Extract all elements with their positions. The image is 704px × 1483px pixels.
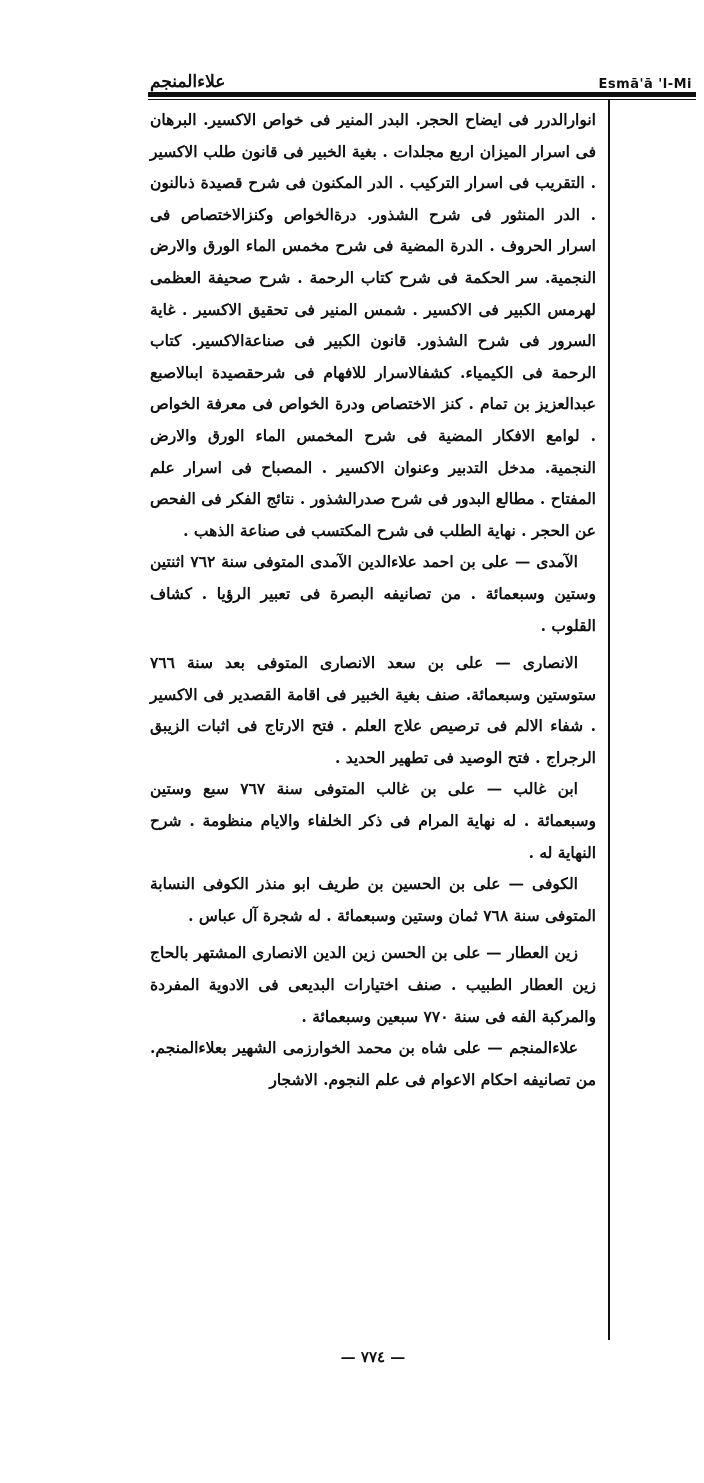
entry-ala-al-munajjim: علاءالمنجم — على شاه بن محمد الخوارزمى الشهير بعلاءالمنجم. من تصانيفه احكام الاعوام فى علم النجوم. الاشجار xyxy=(150,1038,596,1089)
entry-ibn-ghalib: ابن غالب — على بن غالب المتوفى سنة ٧٦٧ سبع وستين وسبعمائة . له نهاية المرام فى ذكر الخلفاء والايام منظومة . شرح النهاية له . xyxy=(150,779,596,862)
entry-al-kufi: الكوفى — على بن الحسين بن طريف ابو منذر الكوفى النسابة المتوفى سنة ٧٦٨ ثمان وستين وسبعمائة . له شجرة آل عباس . xyxy=(150,874,596,925)
page-number: — ٧٧٤ — xyxy=(340,1348,406,1366)
margin-line xyxy=(608,100,610,1340)
paragraph-book-list: انوارالدرر فى ايضاح الحجر. البدر المنير فى خواص الاكسير. البرهان فى اسرار الميزان اربع مجلدات . بغية الخبير فى قانون طلب الاكسير . التقريب فى اسرار التركيب . الدر المكنون فى شرح قصيدة ذىالنون . الدر المنثور فى شرح الشذور. درةالخواص وكنزالاختصاص فى اسرار الحروف . الدرة المضية فى شرح مخمس الماء الورق والارض النجمية. سر الحكمة فى شرح كتاب الرحمة . شرح صحيفة العظمى لهرمس الكبير فى الاكسير . شمس المنير فى تحقيق الاكسير . غاية السرور فى شرح الشذور. قانون الكبير فى صناعةالاكسير. كتاب الرحمة فى الكيمياء. كشفالاسرار للافهام فى شرحقصيدة ابىالاصبع عبدالعزيز بن تمام . كنز الاختصاص ودرة الخواص فى معرفة الخواص . لوامع الافكار المضية فى شرح المخمس الماء الورق والارض النجمية. مدخل التدبير وعنوان الاكسير . المصباح فى اسرار علم المفتاح . مطالع البدور فى شرح صدرالشذور . نتائج الفكر فى الفحص عن الحجر . نهاية الطلب فى شرح المكتسب فى صناعة الذهب . xyxy=(150,110,596,540)
entry-al-amidi: الآمدى — على بن احمد علاءالدين الآمدى المتوفى سنة ٧٦٢ اثنتين وستين وسبعمائة . من تصانيفه البصرة فى تعبير الرؤيا . كشاف القلوب . xyxy=(150,552,596,635)
running-header xyxy=(150,58,692,92)
running-title-arabic: علاءالمنجم xyxy=(150,72,226,92)
body-text xyxy=(150,104,596,1095)
entry-al-ansari: الانصارى — على بن سعد الانصارى المتوفى بعد سنة ٧٦٦ ستوستين وسبعمائة. صنف بغية الخبير فى اقامة القصدير فى الاكسير . شفاء الالم فى ترصيص علاج العلم . فتح الارتاج فى اثبات الزيبق الرجراج . فتح الوصيد فى تطهير الحديد . xyxy=(150,653,596,767)
running-title-latin: Esmā'ā 'l-Mi xyxy=(598,77,692,92)
header-rule-thin xyxy=(148,99,696,100)
entry-zayn-al-attar: زين العطار — على بن الحسن زين الدين الانصارى المشتهر بالحاج زين العطار الطبيب . صنف اختيارات البديعى فى الادوية المفردة والمركبة الفه فى سنة ٧٧٠ سبعين وسبعمائة . xyxy=(150,943,596,1026)
header-rule-thick xyxy=(148,92,696,97)
